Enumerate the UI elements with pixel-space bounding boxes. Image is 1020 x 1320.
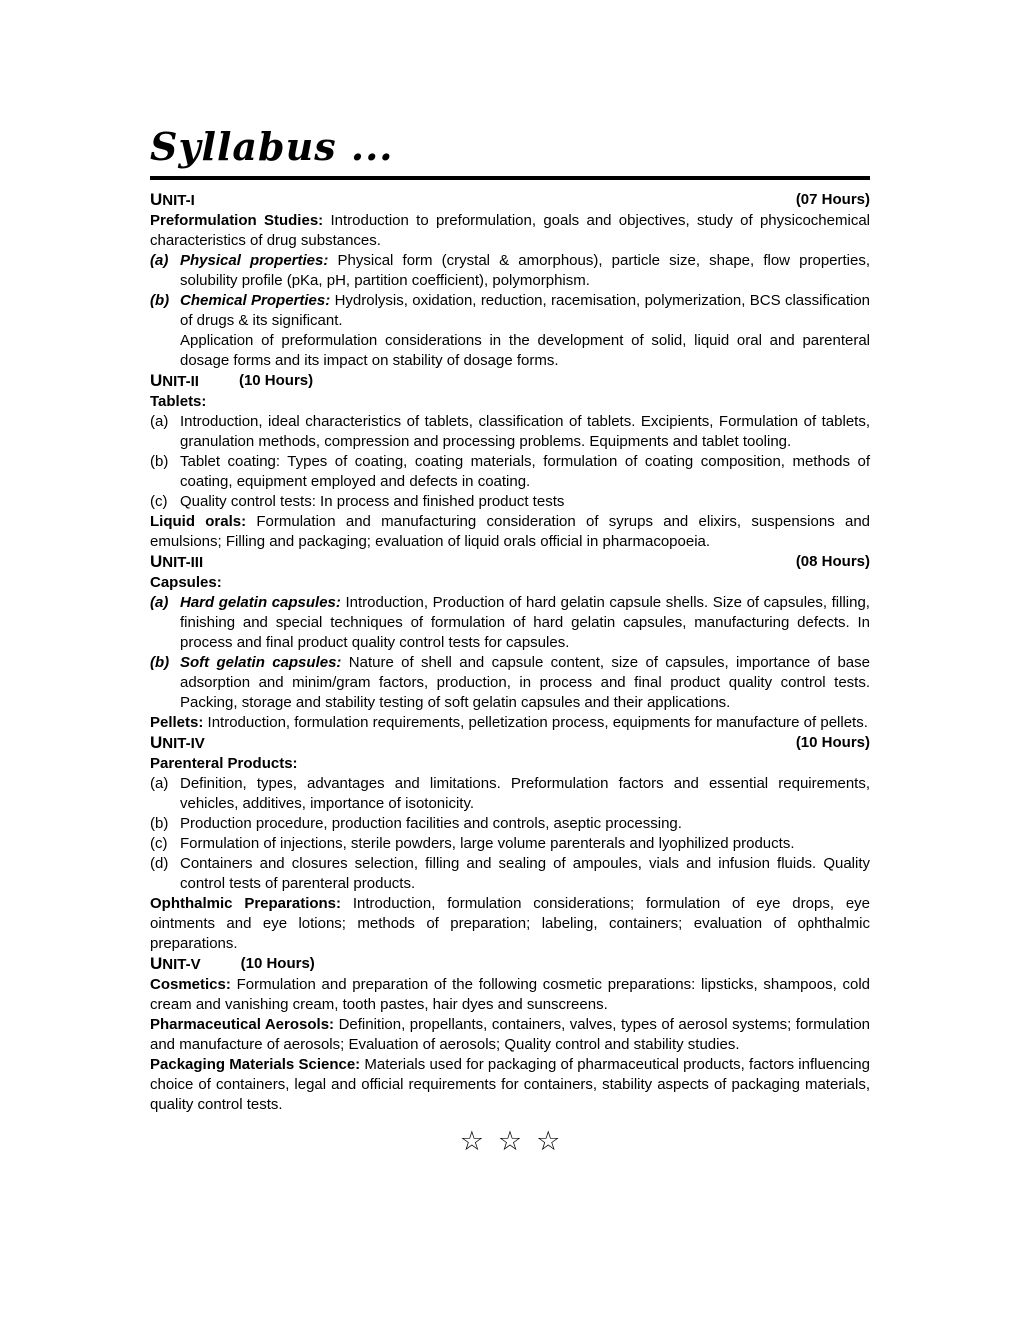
paragraph-text: Formulation and preparation of the following cosmetic preparations: lipsticks, shampoos, cold cream and vanishing cream, tooth pastes, hair dyes and sunscreens. xyxy=(150,976,871,1013)
list-marker: (c) xyxy=(150,835,168,852)
paragraph xyxy=(150,573,870,593)
list-item-text: Definition, types, advantages and limitations. Preformulation factors and essential requirements, vehicles, additives, importance of isotonicity. xyxy=(180,775,870,812)
list-marker: (a) xyxy=(150,775,169,792)
list-item-body xyxy=(180,653,870,713)
list-item-lead: Physical properties: xyxy=(180,252,329,269)
paragraph-text: Introduction, formulation considerations; formulation of eye drops, eye ointments and eye lotions; methods of preparation; labeling, containers; evaluation of ophthalmic preparations. xyxy=(150,895,871,952)
paragraph-text: Formulation and manufacturing consideration of syrups and elixirs, suspensions and emulsions; Filling and packaging; evaluation of liquid orals official in pharmacopoeia. xyxy=(150,513,871,550)
paragraph-lead: Ophthalmic Preparations: xyxy=(150,895,342,912)
paragraph-lead: Capsules: xyxy=(150,574,222,591)
unit-header xyxy=(150,733,870,754)
list-item-body xyxy=(180,251,870,291)
list-item-text: Tablet coating: Types of coating, coating materials, formulation of coating composition, methods of coating, equipment employed and defects in coating. xyxy=(180,453,870,490)
list-item xyxy=(150,834,870,854)
paragraph-lead: Pharmaceutical Aerosols: xyxy=(150,1016,335,1033)
unit-header xyxy=(150,954,870,975)
paragraph xyxy=(150,754,870,774)
paragraph-text: Introduction, formulation requirements, pelletization process, equipments for manufacture of pellets. xyxy=(207,714,868,731)
list-item-text: Nature of shell and capsule content, size of capsules, importance of base adsorption and minim/gram factors, production, in process and final product quality control tests. Packing, storage and stability testing of soft gelatin capsules and their applications. xyxy=(180,654,870,711)
list-marker: (b) xyxy=(150,453,169,470)
paragraph xyxy=(150,975,870,1015)
list-item xyxy=(150,251,870,291)
paragraph-lead: Cosmetics: xyxy=(150,976,231,993)
list-item-text: Containers and closures selection, filling and sealing of ampoules, vials and infusion fluids. Quality control tests of parenteral products. xyxy=(180,855,870,892)
unit-label: UNIT-IV xyxy=(150,733,205,752)
list-marker: (b) xyxy=(150,815,169,832)
paragraph xyxy=(150,713,870,733)
list-item-text: Production procedure, production facilities and controls, aseptic processing. xyxy=(180,815,682,832)
paragraph xyxy=(150,1015,870,1055)
unit-header xyxy=(150,371,870,392)
paragraph-lead: Parenteral Products: xyxy=(150,755,298,772)
list-item-body xyxy=(180,291,870,331)
title-rule xyxy=(150,176,870,180)
unit-label: UNIT-III xyxy=(150,552,204,571)
footer-stars: ☆☆☆ xyxy=(459,1126,575,1156)
list-item xyxy=(150,412,870,452)
paragraph xyxy=(150,211,870,251)
list-item xyxy=(150,452,870,492)
page-title: Syllabus ... xyxy=(150,124,394,169)
paragraph-lead: Liquid orals: xyxy=(150,513,247,530)
paragraph-text: Definition, propellants, containers, valves, types of aerosol systems; formulation and manufacture of aerosols; Evaluation of aerosols; Quality control and stability studies. xyxy=(150,1016,870,1053)
paragraph xyxy=(150,1055,870,1115)
list-marker: (b) xyxy=(150,654,170,671)
unit-label: UNIT-V xyxy=(150,954,201,973)
list-item xyxy=(150,854,870,894)
list-marker: (a) xyxy=(150,252,169,269)
list-item-text: Formulation of injections, sterile powders, large volume parenterals and lyophilized products. xyxy=(180,835,795,852)
unit-label: UNIT-II xyxy=(150,371,199,390)
list-marker: (d) xyxy=(150,855,169,872)
paragraph-text: Materials used for packaging of pharmaceutical products, factors influencing choice of containers, legal and official requirements for containers, stability aspects of packaging materials, quality control tests. xyxy=(150,1056,870,1113)
list-item-lead: Chemical Properties: xyxy=(180,292,331,309)
unit-hours: (10 Hours) xyxy=(238,372,314,389)
paragraph-lead: Tablets: xyxy=(150,393,207,410)
list-item-lead: Hard gelatin capsules: xyxy=(180,594,341,611)
unit-hours: (10 Hours) xyxy=(240,955,315,972)
paragraph xyxy=(150,392,870,412)
unit-hours: (08 Hours) xyxy=(795,553,870,570)
unit-hours: (07 Hours) xyxy=(795,191,870,208)
list-item-body xyxy=(180,593,870,653)
list-item xyxy=(150,774,870,814)
list-item xyxy=(150,492,870,512)
list-item xyxy=(150,814,870,834)
list-marker: (c) xyxy=(150,493,168,510)
unit-header xyxy=(150,190,870,211)
list-item xyxy=(150,291,870,331)
list-item-text: Introduction, Production of hard gelatin capsule shells. Size of capsules, filling, finishing and special techniques of formulation of hard gelatin capsules, manufacturing defects. In process and final product quality control tests for capsules. xyxy=(180,594,870,651)
list-marker: (a) xyxy=(150,594,169,611)
paragraph xyxy=(150,894,870,954)
unit-header xyxy=(150,552,870,573)
list-item-text: Physical form (crystal & amorphous), particle size, shape, flow properties, solubility profile (pKa, pH, partition coefficient), polymorphism. xyxy=(180,252,871,289)
paragraph-lead: Pellets: xyxy=(150,714,204,731)
list-item-text: Introduction, ideal characteristics of tablets, classification of tablets. Excipients, Formulation of tablets, granulation methods, compression and processing problems. Equipments and tablet tooling. xyxy=(180,413,870,450)
list-item-lead: Soft gelatin capsules: xyxy=(180,654,342,671)
list-item-text: Hydrolysis, oxidation, reduction, racemisation, polymerization, BCS classification of drugs & its significant. xyxy=(180,292,870,329)
list-item-text: Quality control tests: In process and finished product tests xyxy=(180,493,565,510)
unit-hours: (10 Hours) xyxy=(795,734,870,751)
paragraph-lead: Preformulation Studies: xyxy=(150,212,324,229)
unit-label: UNIT-I xyxy=(150,190,195,209)
list-marker: (b) xyxy=(150,292,170,309)
list-item xyxy=(150,653,870,713)
list-item xyxy=(150,593,870,653)
paragraph-lead: Packaging Materials Science: xyxy=(150,1056,361,1073)
paragraph xyxy=(150,512,870,552)
paragraph-text: Introduction to preformulation, goals and objectives, study of physicochemical characteristics of drug substances. xyxy=(150,212,870,249)
list-marker: (a) xyxy=(150,413,169,430)
indented-paragraph: Application of preformulation considerations in the development of solid, liquid oral and parenteral dosage forms and its impact on stability of dosage forms. xyxy=(180,332,870,369)
